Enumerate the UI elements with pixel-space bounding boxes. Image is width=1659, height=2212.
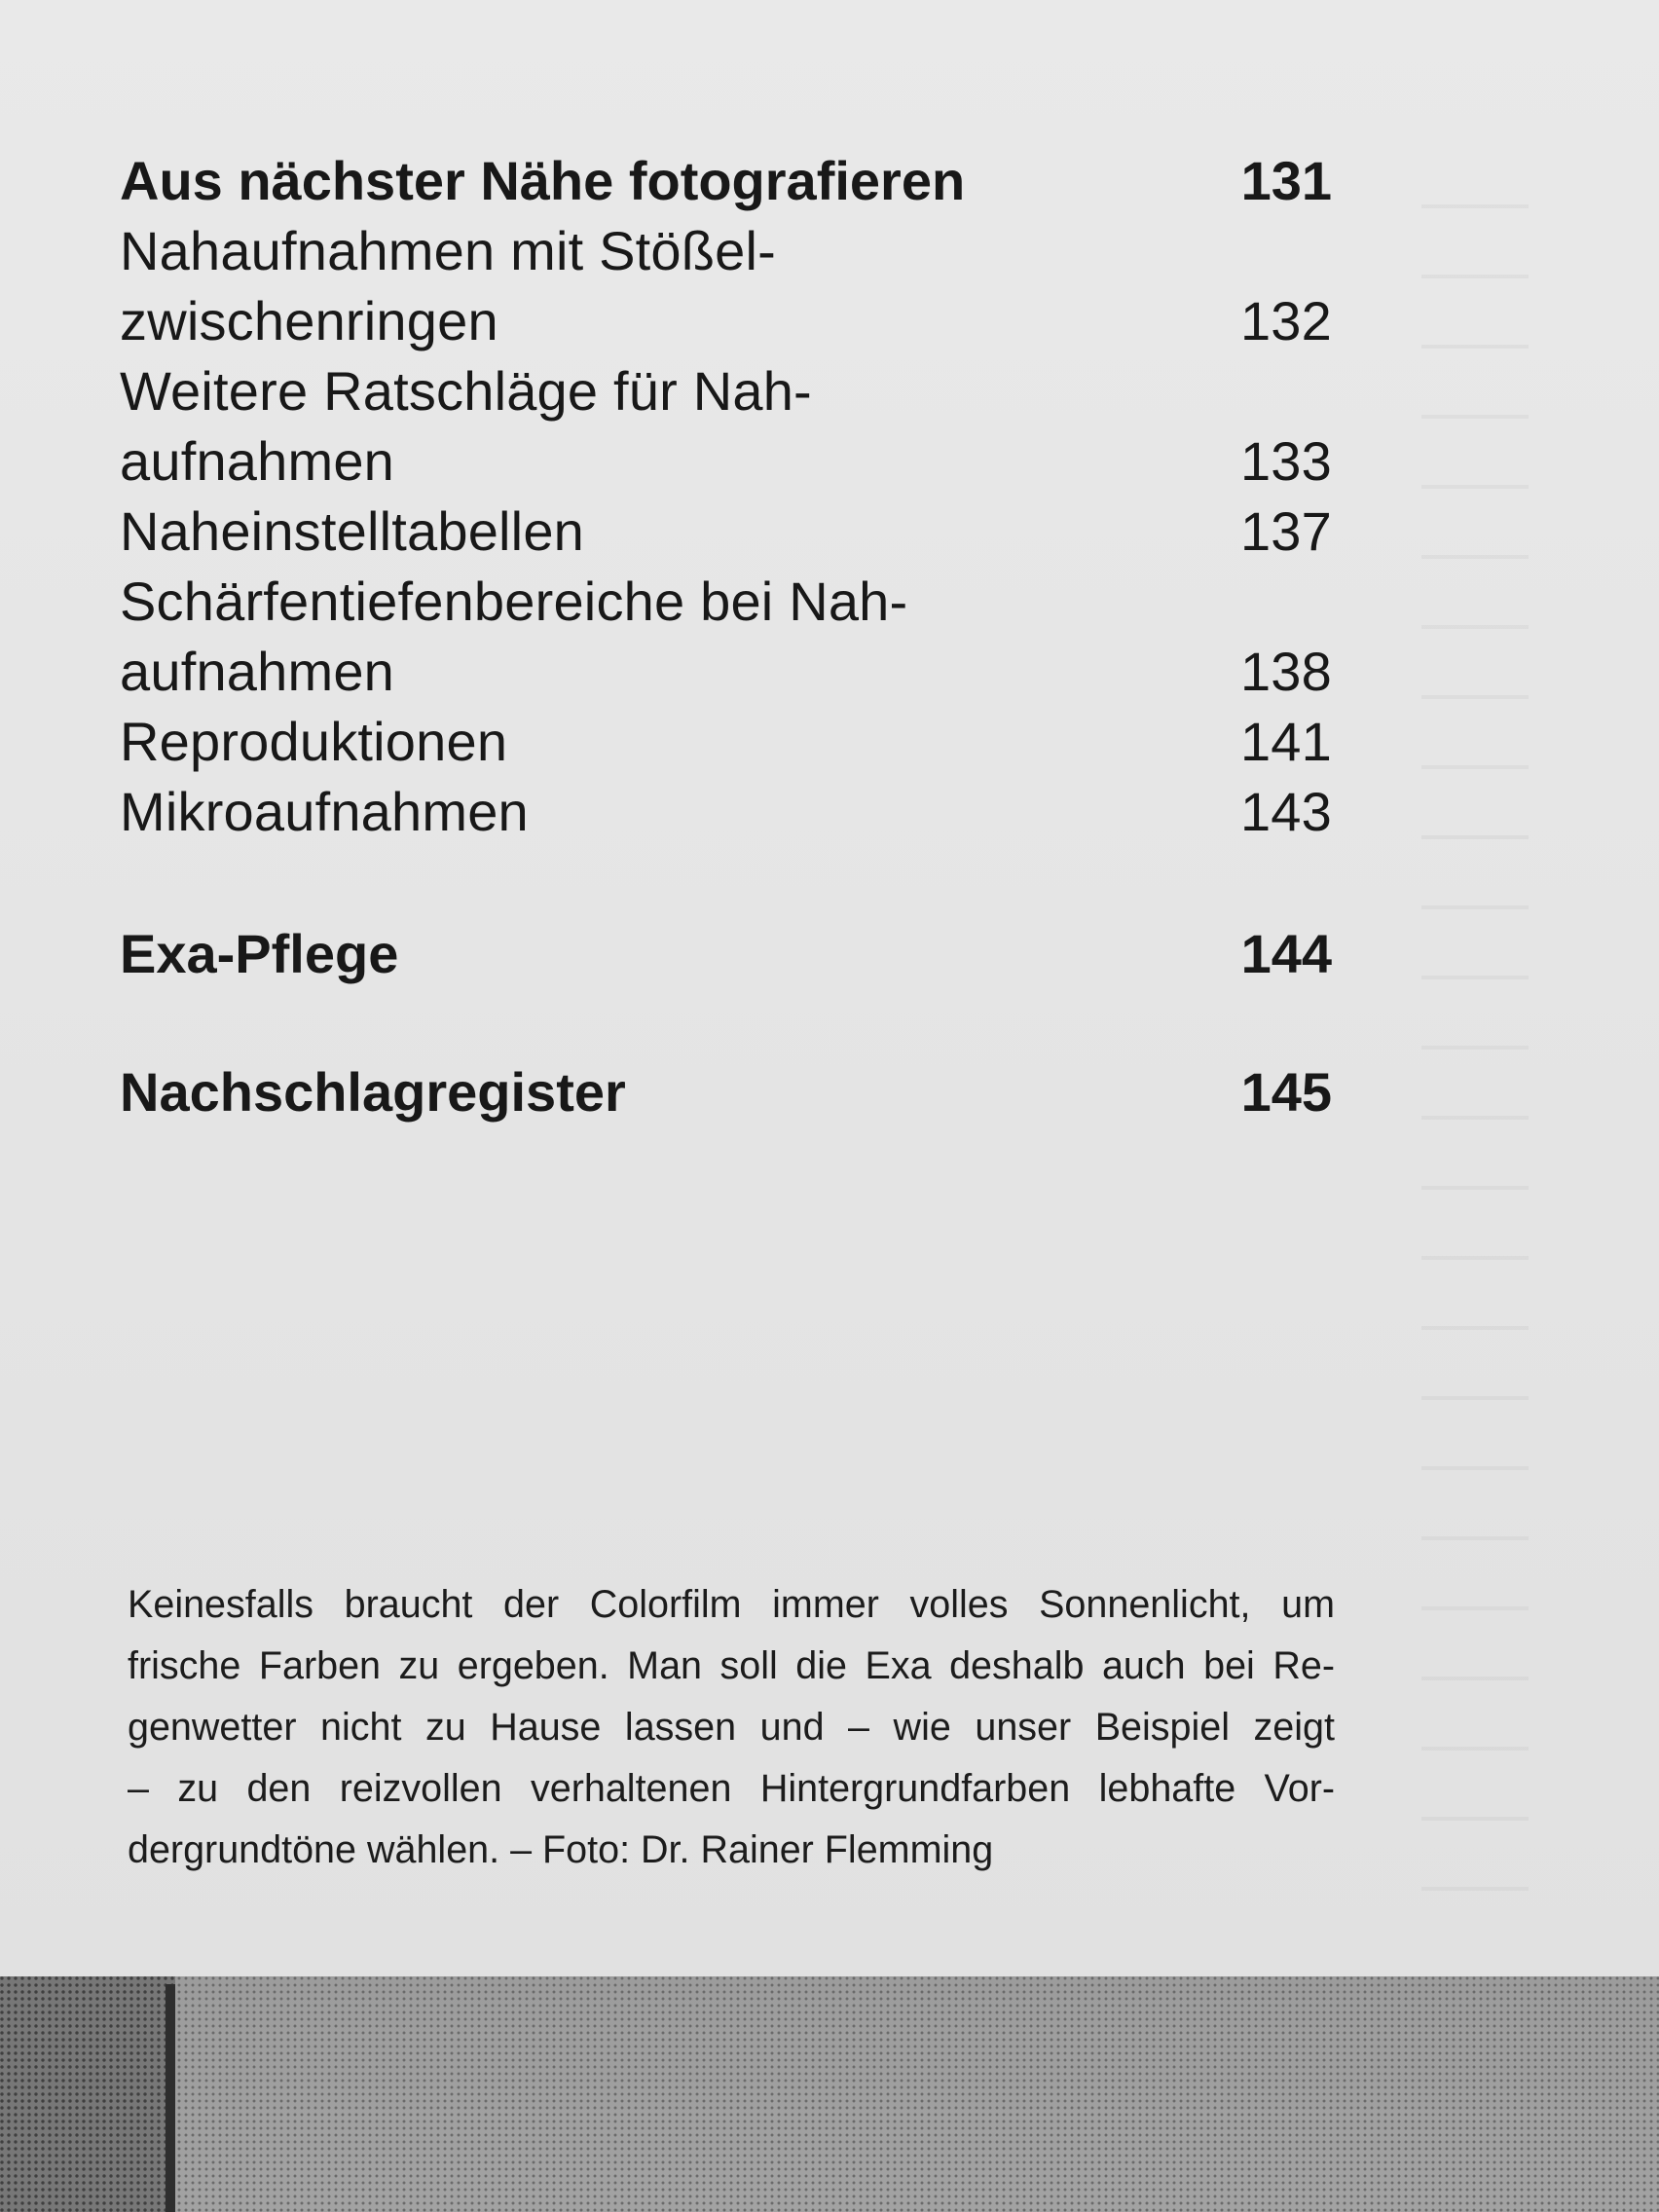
table-of-contents (120, 146, 1332, 1127)
toc-entry-nahaufnahmen-stoesselzwischenringe (120, 216, 1332, 356)
toc-entry-page: 131 (1240, 150, 1332, 211)
toc-entry-title: Naheinstelltabellen (120, 500, 585, 562)
caption-line: Keinesfalls braucht der Colorfilm immer volles Sonnenlicht, um (128, 1583, 1335, 1626)
halftone-photo-dark-region (0, 1976, 175, 2212)
caption-line: frische Farben zu ergeben. Man soll die Exa deshalb auch bei Re- (128, 1644, 1335, 1687)
toc-entry-page: 133 (1239, 430, 1332, 492)
toc-entry-page: 143 (1239, 781, 1332, 842)
toc-entry-title: Exa-Pflege (120, 923, 399, 984)
caption-line: – zu den reizvollen verhaltenen Hintergrundfarben lebhafte Vor- (128, 1767, 1335, 1810)
toc-entry-weitere-ratschlaege (120, 356, 1332, 497)
toc-entry-exa-pflege (120, 919, 1332, 989)
toc-entry-page: 137 (1239, 500, 1332, 562)
caption-line: dergrundtöne wählen. – Foto: Dr. Rainer Flemming (128, 1828, 994, 1871)
photo-caption (128, 1574, 1335, 1881)
toc-entry-page: 132 (1239, 290, 1332, 351)
toc-entry-page: 138 (1239, 641, 1332, 702)
toc-entry-title: Nahaufnahmen mit Stößel- zwischenringen (120, 220, 777, 351)
caption-line: genwetter nicht zu Hause lassen und – wie unser Beispiel zeigt (128, 1706, 1335, 1749)
toc-entry-nachschlagregister (120, 1057, 1332, 1127)
toc-entry-title: Nachschlagregister (120, 1061, 626, 1123)
toc-entry-mikroaufnahmen (120, 777, 1332, 847)
photo-edge-line (166, 1984, 175, 2212)
toc-entry-page: 144 (1240, 923, 1332, 984)
toc-entry-naheinstelltabellen (120, 497, 1332, 567)
toc-entry-title: Aus nächster Nähe fotografieren (120, 150, 966, 211)
toc-entry-title: Schärfentiefenbereiche bei Nah- aufnahmen (120, 571, 908, 702)
toc-entry-schaerfentiefenbereiche (120, 567, 1332, 707)
toc-entry-title: Mikroaufnahmen (120, 781, 529, 842)
toc-entry-reproduktionen (120, 707, 1332, 777)
toc-entry-aus-naechster-naehe (120, 146, 1332, 216)
toc-entry-page: 141 (1239, 711, 1332, 772)
toc-entry-page: 145 (1240, 1061, 1332, 1123)
toc-entry-title: Weitere Ratschläge für Nah- aufnahmen (120, 360, 812, 492)
halftone-photo (0, 1976, 1659, 2212)
show-through-text (1421, 146, 1529, 1899)
toc-entry-title: Reproduktionen (120, 711, 508, 772)
